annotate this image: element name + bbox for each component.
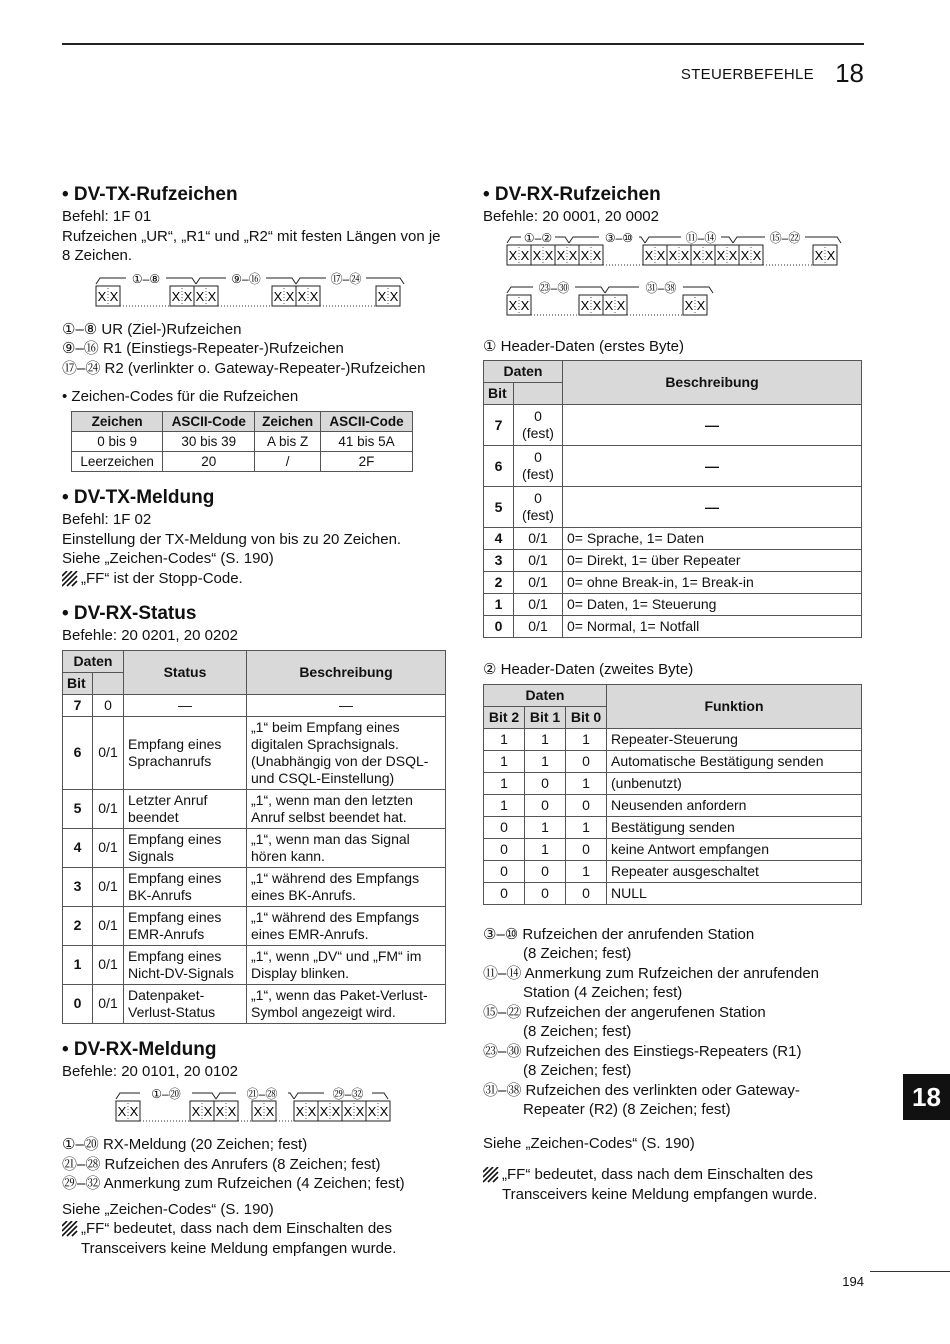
left-column xyxy=(62,183,446,1272)
bit2-cell: 0 xyxy=(484,882,525,904)
byte-placeholder: X xyxy=(203,1104,213,1119)
table-title: ② Header-Daten (zweites Byte) xyxy=(483,661,694,678)
table-row xyxy=(63,716,446,789)
byte-placeholder: X xyxy=(656,247,666,263)
byte-placeholder: X xyxy=(307,1104,317,1119)
value-cell: 0/1 xyxy=(93,789,124,828)
desc-cell: — xyxy=(247,694,446,716)
section-heading: • DV-RX-Meldung xyxy=(62,1038,217,1060)
byte-placeholder: X xyxy=(285,288,295,304)
byte-placeholder: X xyxy=(215,1104,225,1119)
bracket-3 xyxy=(294,1087,388,1101)
status-cell: Empfang eines Signals xyxy=(124,828,247,867)
bit-cell: 5 xyxy=(63,789,93,828)
table-row xyxy=(63,945,446,984)
legend-item-cont: (8 Zeichen; fest) xyxy=(523,1023,632,1040)
table-row xyxy=(484,446,862,487)
bit2-cell: 1 xyxy=(484,772,525,794)
bit-cell: 4 xyxy=(484,528,514,550)
page-rule xyxy=(870,1271,950,1272)
byte-placeholder: X xyxy=(355,1104,365,1119)
byte-placeholder: X xyxy=(740,247,750,263)
table-row xyxy=(484,860,862,882)
group-label: ①–⑧ xyxy=(131,271,161,286)
command: Befehl: 1F 02 xyxy=(62,511,152,528)
bit-cell: 1 xyxy=(484,594,514,616)
table-row xyxy=(484,794,862,816)
desc-cell: „1“ beim Empfang eines digitalen Sprachsignals. (Unabhängig von der DSQL- und CSQL-Einstellung) xyxy=(247,716,446,789)
group-label: ⑰–㉔ xyxy=(330,271,362,286)
bit-cell: 1 xyxy=(63,945,93,984)
byte-placeholder: X xyxy=(684,297,694,313)
byte-placeholder: X xyxy=(109,288,119,304)
byte-placeholder: X xyxy=(253,1104,263,1119)
desc-cell: — xyxy=(563,487,862,528)
desc-cell: — xyxy=(563,446,862,487)
legend-item: ①–⑧ UR (Ziel-)Rufzeichen xyxy=(62,320,242,338)
col-header-status: Status xyxy=(124,650,247,694)
table-row xyxy=(484,594,862,616)
bit2-cell: 0 xyxy=(484,860,525,882)
dv-tx-call-section xyxy=(62,183,446,472)
bit0-cell: 1 xyxy=(566,728,607,750)
byte-placeholder: X xyxy=(508,247,518,263)
bit2-cell: 0 xyxy=(484,838,525,860)
byte-placeholder: X xyxy=(680,247,690,263)
char-codes-table xyxy=(71,411,413,472)
col-header-blank xyxy=(514,383,563,405)
bit1-cell: 1 xyxy=(525,750,566,772)
bit2-cell: 1 xyxy=(484,750,525,772)
status-cell: Letzter Anruf beendet xyxy=(124,789,247,828)
value-cell: 0/1 xyxy=(514,550,563,572)
cell: / xyxy=(255,452,321,472)
desc-cell: „1“, wenn „DV“ und „FM“ im Display blinken. xyxy=(247,945,446,984)
value-cell: 0/1 xyxy=(93,828,124,867)
table-row xyxy=(484,750,862,772)
section-heading: • DV-TX-Meldung xyxy=(62,487,215,508)
byte-placeholder: X xyxy=(592,247,602,263)
table-title: ① Header-Daten (erstes Byte) xyxy=(483,337,685,355)
bit0-cell: 0 xyxy=(566,838,607,860)
func-cell: Repeater-Steuerung xyxy=(607,728,862,750)
legend-item: ㉙–㉜ Anmerkung zum Rufzeichen (4 Zeichen; fest) xyxy=(62,1175,405,1192)
col-header-bit0: Bit 0 xyxy=(566,706,607,728)
byte-placeholder: X xyxy=(273,288,283,304)
col-header-bit: Bit xyxy=(63,672,93,694)
value-cell: 0/1 xyxy=(93,984,124,1023)
byte-placeholder: X xyxy=(520,247,530,263)
value-cell: 0 (fest) xyxy=(514,487,563,528)
bit1-cell: 0 xyxy=(525,860,566,882)
status-cell: — xyxy=(124,694,247,716)
legend-item: ⑪–⑭ Anmerkung zum Rufzeichen der anrufenden xyxy=(483,964,820,982)
byte-placeholder: X xyxy=(379,1104,389,1119)
value-cell: 0/1 xyxy=(514,594,563,616)
bracket-row2 xyxy=(507,281,713,295)
value-cell: 0/1 xyxy=(93,716,124,789)
byte-placeholder: X xyxy=(227,1104,237,1119)
bracket-1 xyxy=(116,1087,216,1101)
col-header-desc: Beschreibung xyxy=(563,361,862,405)
byte-placeholder: X xyxy=(580,297,590,313)
byte-placeholder: X xyxy=(580,247,590,263)
legend-item: ⑰–㉔ R2 (verlinkter o. Gateway-Repeater-)Rufzeichen xyxy=(62,359,426,377)
legend-item: ③–⑩ Rufzeichen der anrufenden Station xyxy=(483,925,755,943)
note xyxy=(62,1219,446,1258)
byte-placeholder: X xyxy=(696,297,706,313)
bit-cell: 3 xyxy=(63,867,93,906)
desc-cell: „1“, wenn das Paket-Verlust-Symbol angezeigt wird. xyxy=(247,984,446,1023)
table-row xyxy=(484,728,862,750)
dv-tx-msg-section xyxy=(62,486,446,588)
legend xyxy=(483,925,864,1120)
byte-placeholder: X xyxy=(604,297,614,313)
value-cell: 0/1 xyxy=(514,616,563,638)
byte-placeholder: X xyxy=(265,1104,275,1119)
byte-placeholder: X xyxy=(826,247,836,263)
bit1-cell: 1 xyxy=(525,728,566,750)
byte-placeholder: X xyxy=(728,247,738,263)
desc-cell: „1“ während des Empfangs eines EMR-Anrufs. xyxy=(247,906,446,945)
command: Befehle: 20 0101, 20 0102 xyxy=(62,1062,238,1080)
table-row xyxy=(484,882,862,904)
table-row xyxy=(484,772,862,794)
byte-placeholder: X xyxy=(171,288,181,304)
bit-cell: 3 xyxy=(484,550,514,572)
bit0-cell: 0 xyxy=(566,750,607,772)
page-number: 194 xyxy=(842,1274,864,1289)
byte-placeholder: X xyxy=(331,1104,341,1119)
bit1-cell: 0 xyxy=(525,772,566,794)
note-text: „FF“ ist der Stopp-Code. xyxy=(81,569,243,587)
byte-placeholder: X xyxy=(616,297,626,313)
note-icon xyxy=(483,1167,499,1183)
cell: 0 bis 9 xyxy=(72,432,163,452)
cell: A bis Z xyxy=(255,432,321,452)
bracket-2 xyxy=(216,1087,294,1101)
bit2-cell: 1 xyxy=(484,794,525,816)
bit2-cell: 1 xyxy=(484,728,525,750)
note-text: „FF“ bedeutet, dass nach dem Einschalten des Transceivers keine Meldung empfangen wurde. xyxy=(502,1166,818,1203)
value-cell: 0/1 xyxy=(514,528,563,550)
byte-placeholder: X xyxy=(520,297,530,313)
byte-placeholder: X xyxy=(367,1104,377,1119)
legend-item: ㉛–㊳ Rufzeichen des verlinkten oder Gateway- xyxy=(483,1081,800,1099)
group-label: ③–⑩ xyxy=(604,230,634,245)
byte-placeholder: X xyxy=(191,1104,201,1119)
desc-cell: 0= ohne Break-in, 1= Break-in xyxy=(563,572,862,594)
func-cell: Automatische Bestätigung senden xyxy=(607,750,862,772)
byte-placeholder: X xyxy=(343,1104,353,1119)
bit-cell: 6 xyxy=(484,446,514,487)
note xyxy=(483,1165,864,1204)
bit-cell: 0 xyxy=(63,984,93,1023)
table-row xyxy=(484,816,862,838)
note-text: „FF“ bedeutet, dass nach dem Einschalten des Transceivers keine Meldung empfangen wurde. xyxy=(81,1220,397,1257)
func-cell: Bestätigung senden xyxy=(607,816,862,838)
table-row xyxy=(63,984,446,1023)
bit-cell: 2 xyxy=(484,572,514,594)
note-icon xyxy=(62,1221,78,1237)
desc-cell: 0= Daten, 1= Steuerung xyxy=(563,594,862,616)
bit1-cell: 0 xyxy=(525,794,566,816)
bit0-cell: 0 xyxy=(566,794,607,816)
byte-placeholder: X xyxy=(297,288,307,304)
see-reference: Siehe „Zeichen-Codes“ (S. 190) xyxy=(483,1134,695,1152)
bit-cell: 7 xyxy=(63,694,93,716)
bit-cell: 4 xyxy=(63,828,93,867)
command: Befehle: 20 0001, 20 0002 xyxy=(483,208,659,225)
rx-msg-byte-diagram xyxy=(62,1087,412,1127)
command: Befehle: 20 0201, 20 0202 xyxy=(62,627,238,644)
bit0-cell: 1 xyxy=(566,772,607,794)
byte-placeholder: X xyxy=(556,247,566,263)
col-header-bit1: Bit 1 xyxy=(525,706,566,728)
description: Einstellung der TX-Meldung von bis zu 20 Zeichen. xyxy=(62,530,402,548)
func-cell: keine Antwort empfangen xyxy=(607,838,862,860)
byte-placeholder: X xyxy=(377,288,387,304)
func-cell: Neusenden anfordern xyxy=(607,794,862,816)
byte-placeholder: X xyxy=(814,247,824,263)
byte-placeholder: X xyxy=(309,288,319,304)
byte-placeholder: X xyxy=(644,247,654,263)
col-header: Zeichen xyxy=(72,412,163,432)
section-heading: • DV-TX-Rufzeichen xyxy=(62,184,238,205)
byte-placeholder: X xyxy=(295,1104,305,1119)
col-header-daten: Daten xyxy=(63,650,124,672)
legend-item-cont: Station (4 Zeichen; fest) xyxy=(523,984,683,1001)
byte-placeholder: X xyxy=(207,288,217,304)
group-label: ㉛–㊳ xyxy=(645,280,677,295)
value-cell: 0/1 xyxy=(93,867,124,906)
table-row xyxy=(484,616,862,638)
desc-cell: „1“, wenn man das Signal hören kann. xyxy=(247,828,446,867)
dv-rx-msg-section xyxy=(62,1038,446,1259)
bracket-2 xyxy=(196,272,296,286)
byte-placeholder: X xyxy=(129,1104,139,1119)
byte-placeholder: X xyxy=(704,247,714,263)
col-header: ASCII-Code xyxy=(320,412,412,432)
cell: 30 bis 39 xyxy=(163,432,255,452)
status-cell: Empfang eines EMR-Anrufs xyxy=(124,906,247,945)
col-header-desc: Beschreibung xyxy=(247,650,446,694)
chapter-tab: 18 xyxy=(903,1074,950,1120)
desc-cell: „1“ während des Empfangs eines BK-Anrufs. xyxy=(247,867,446,906)
status-cell: Datenpaket-Verlust-Status xyxy=(124,984,247,1023)
bracket-1 xyxy=(96,272,196,286)
value-cell: 0 (fest) xyxy=(514,405,563,446)
group-label: ⑨–⑯ xyxy=(231,271,261,286)
value-cell: 0/1 xyxy=(93,945,124,984)
group-label: ①–⑳ xyxy=(151,1087,181,1101)
byte-placeholder: X xyxy=(508,297,518,313)
desc-cell: 0= Normal, 1= Notfall xyxy=(563,616,862,638)
byte-placeholder: X xyxy=(195,288,205,304)
table-row xyxy=(63,789,446,828)
legend-item-cont: (8 Zeichen; fest) xyxy=(523,1062,632,1079)
byte-placeholder: X xyxy=(592,297,602,313)
bit-cell: 7 xyxy=(484,405,514,446)
table-row xyxy=(63,867,446,906)
func-cell: Repeater ausgeschaltet xyxy=(607,860,862,882)
legend-item-cont: Repeater (R2) (8 Zeichen; fest) xyxy=(523,1101,731,1118)
value-cell: 0 (fest) xyxy=(514,446,563,487)
byte-placeholder: X xyxy=(544,247,554,263)
bit0-cell: 1 xyxy=(566,816,607,838)
legend-item: ㉑–㉘ Rufzeichen des Anrufers (8 Zeichen; fest) xyxy=(62,1155,381,1173)
command: Befehl: 1F 01 xyxy=(62,208,152,225)
bit0-cell: 0 xyxy=(566,882,607,904)
status-cell: Empfang eines BK-Anrufs xyxy=(124,867,247,906)
byte-placeholder: X xyxy=(183,288,193,304)
group-label: ㉓–㉚ xyxy=(538,280,570,295)
byte-placeholder: X xyxy=(389,288,399,304)
legend-item: ㉓–㉚ Rufzeichen des Einstiegs-Repeaters (R1) xyxy=(483,1042,802,1060)
byte-placeholder: X xyxy=(668,247,678,263)
bit-cell: 5 xyxy=(484,487,514,528)
table-row xyxy=(63,906,446,945)
cell: 20 xyxy=(163,452,255,472)
section-heading: • DV-RX-Status xyxy=(62,603,197,624)
table-row xyxy=(484,405,862,446)
table-row xyxy=(484,572,862,594)
func-cell: NULL xyxy=(607,882,862,904)
table-row xyxy=(63,828,446,867)
header-second-byte-table xyxy=(483,684,862,905)
bit1-cell: 1 xyxy=(525,838,566,860)
table-row xyxy=(72,432,413,452)
cell: 2F xyxy=(320,452,412,472)
table-row xyxy=(484,487,862,528)
bit2-cell: 0 xyxy=(484,816,525,838)
byte-placeholder: X xyxy=(97,288,107,304)
note xyxy=(62,569,446,589)
legend-item-cont: (8 Zeichen; fest) xyxy=(523,945,632,962)
legend-item: ①–⑳ RX-Meldung (20 Zeichen; fest) xyxy=(62,1136,308,1153)
group-label: ①–② xyxy=(523,230,553,245)
value-cell: 0/1 xyxy=(514,572,563,594)
section-heading: • DV-RX-Rufzeichen xyxy=(483,184,661,205)
table-row xyxy=(72,452,413,472)
col-header-daten: Daten xyxy=(484,684,607,706)
bracket-3 xyxy=(296,272,404,286)
byte-placeholder: X xyxy=(319,1104,329,1119)
byte-placeholder: X xyxy=(568,247,578,263)
byte-placeholder: X xyxy=(716,247,726,263)
status-cell: Empfang eines Sprachanrufs xyxy=(124,716,247,789)
byte-placeholder: X xyxy=(752,247,762,263)
desc-cell: „1“, wenn man den letzten Anruf selbst beendet hat. xyxy=(247,789,446,828)
dv-rx-status-section xyxy=(62,602,446,1024)
bit-cell: 0 xyxy=(484,616,514,638)
bit1-cell: 0 xyxy=(525,882,566,904)
cell: Leerzeichen xyxy=(72,452,163,472)
desc-cell: 0= Sprache, 1= Daten xyxy=(563,528,862,550)
table-row xyxy=(484,838,862,860)
col-header: ASCII-Code xyxy=(163,412,255,432)
value-cell: 0/1 xyxy=(93,906,124,945)
bit1-cell: 1 xyxy=(525,816,566,838)
desc-cell: — xyxy=(563,405,862,446)
header-first-byte-table xyxy=(483,360,862,638)
group-label: ⑪–⑭ xyxy=(685,230,717,245)
byte-placeholder: X xyxy=(692,247,702,263)
col-header-bit2: Bit 2 xyxy=(484,706,525,728)
group-label: ㉑–㉘ xyxy=(246,1087,278,1101)
col-header: Zeichen xyxy=(255,412,321,432)
cell: 41 bis 5A xyxy=(320,432,412,452)
right-column xyxy=(483,183,864,1204)
chapter-number: 18 xyxy=(835,58,864,88)
desc-cell: 0= Direkt, 1= über Repeater xyxy=(563,550,862,572)
bracket-row1 xyxy=(507,231,841,245)
tx-call-byte-diagram xyxy=(62,272,412,312)
rx-call-byte-diagram xyxy=(483,231,853,329)
byte-placeholder: X xyxy=(117,1104,127,1119)
legend-item: ⑨–⑯ R1 (Einstiegs-Repeater-)Rufzeichen xyxy=(62,340,344,357)
col-header-bit: Bit xyxy=(484,383,514,405)
bit0-cell: 1 xyxy=(566,860,607,882)
table-row xyxy=(63,694,446,716)
table-row xyxy=(484,528,862,550)
status-cell: Empfang eines Nicht-DV-Signals xyxy=(124,945,247,984)
col-header-func: Funktion xyxy=(607,684,862,728)
note-icon xyxy=(62,571,78,587)
see-reference: Siehe „Zeichen-Codes“ (S. 190) xyxy=(62,1200,274,1218)
table-row xyxy=(484,550,862,572)
group-label: ㉙–㉜ xyxy=(332,1087,364,1101)
byte-placeholder: X xyxy=(532,247,542,263)
col-header-blank xyxy=(93,672,124,694)
func-cell: (unbenutzt) xyxy=(607,772,862,794)
group-label: ⑮–㉒ xyxy=(769,230,801,245)
value-cell: 0 xyxy=(93,694,124,716)
bit-cell: 6 xyxy=(63,716,93,789)
legend-item: ⑮–㉒ Rufzeichen der angerufenen Station xyxy=(483,1003,766,1021)
col-header-daten: Daten xyxy=(484,361,563,383)
rx-status-table xyxy=(62,650,446,1024)
bit-cell: 2 xyxy=(63,906,93,945)
codes-title: • Zeichen-Codes für die Rufzeichen xyxy=(62,388,299,405)
see-reference: Siehe „Zeichen-Codes“ (S. 190) xyxy=(62,550,274,567)
description: Rufzeichen „UR“, „R1“ und „R2“ mit festen Längen von je 8 Zeichen. xyxy=(62,227,441,264)
header-title: STEUERBEFEHLE xyxy=(680,66,814,83)
top-rule xyxy=(62,43,864,45)
